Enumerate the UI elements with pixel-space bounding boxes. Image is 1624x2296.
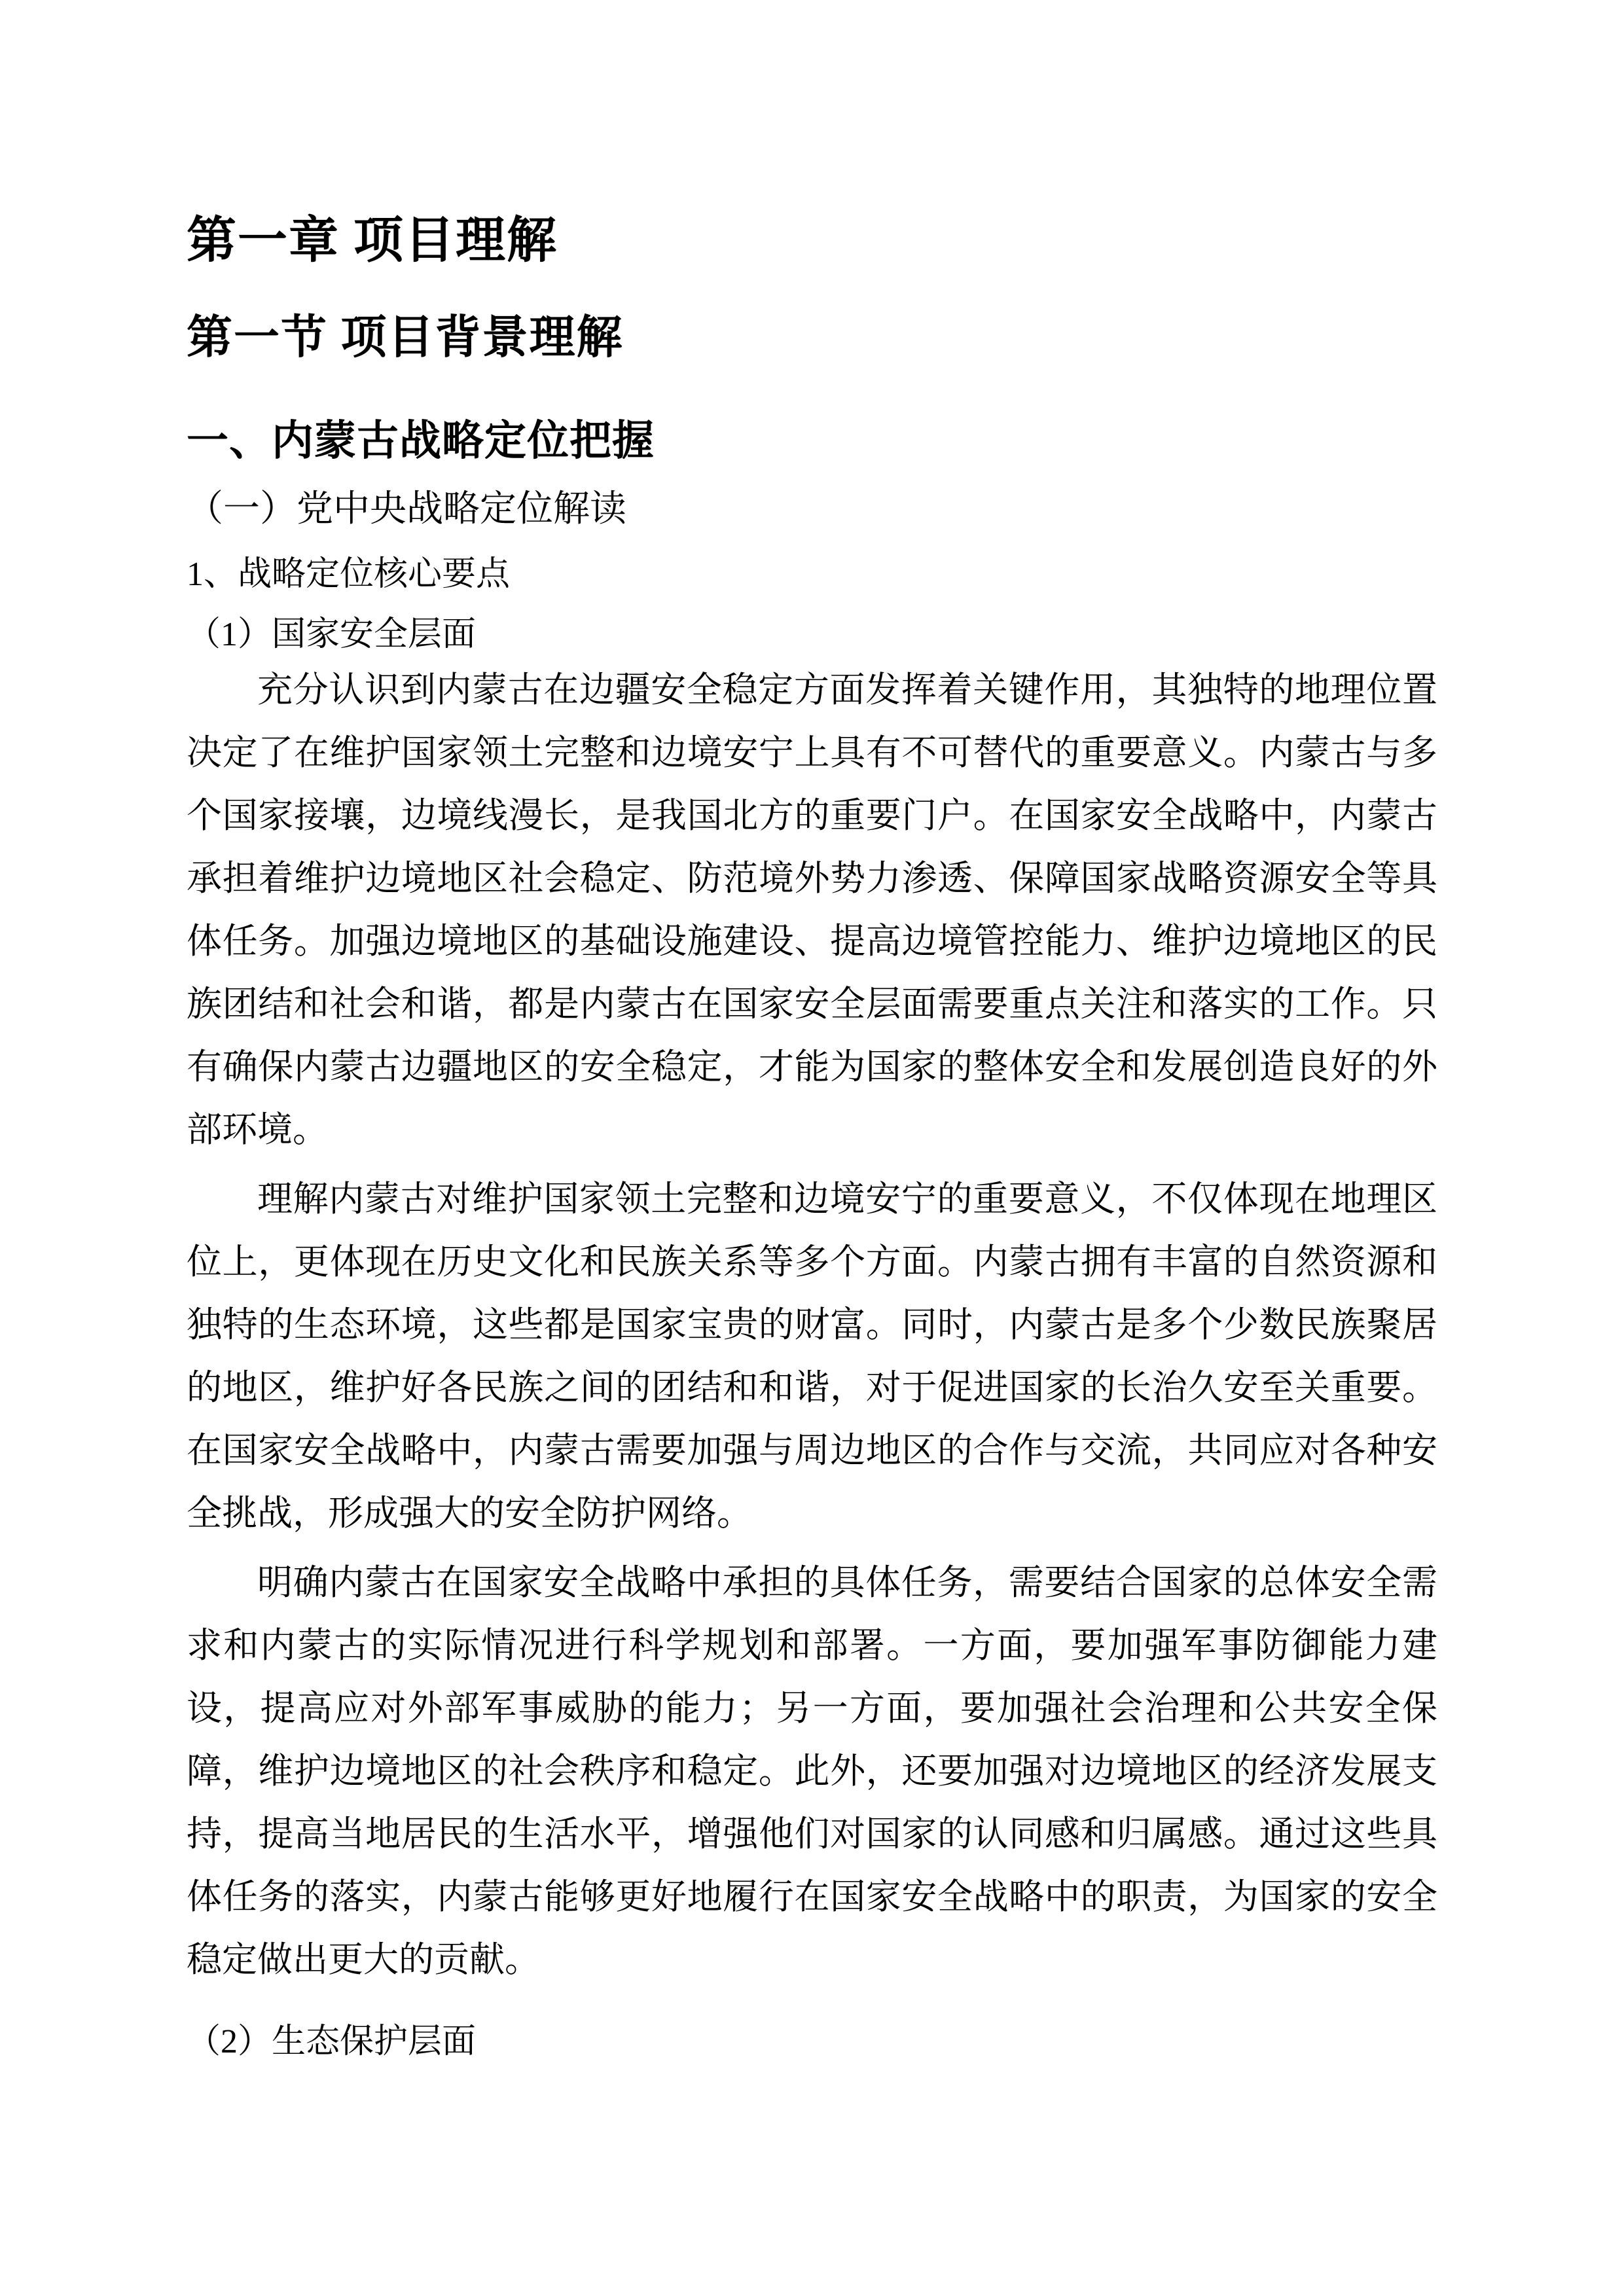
subheading-ecological-protection: （2）生态保护层面 [187, 2023, 477, 2060]
topic-heading: 一、内蒙古战略定位把握 [187, 418, 655, 464]
subheading-national-security: （1）国家安全层面 [187, 616, 477, 653]
body-paragraph-3: 明确内蒙古在国家安全战略中承担的具体任务，需要结合国家的总体安全需求和内蒙古的实际情况进行科学规划和部署。一方面，要加强军事防御能力建设，提高应对外部军事威胁的能力；另一方面，要加强社会治理和公共安全保障，维护边境地区的社会秩序和稳定。此外，还要加强对边境地区的经济发展支持，提高当地居民的生活水平，增强他们对国家的认同感和归属感。通过这些具体任务的落实，内蒙古能够更好地履行在国家安全战略中的职责，为国家的安全稳定做出更大的贡献。 [187, 1563, 1437, 1979]
chapter-heading: 第一章 项目理解 [187, 213, 558, 268]
body-paragraph-2: 理解内蒙古对维护国家领土完整和边境安宁的重要意义，不仅体现在地理区位上，更体现在历史文化和民族关系等多个方面。内蒙古拥有丰富的自然资源和独特的生态环境，这些都是国家宝贵的财富。同时，内蒙古是多个少数民族聚居的地区，维护好各民族之间的团结和和谐，对于促进国家的长治久安至关重要。在国家安全战略中，内蒙古需要加强与周边地区的合作与交流，共同应对各种安全挑战，形成强大的安全防护网络。 [187, 1179, 1437, 1533]
subheading-core-points: 1、战略定位核心要点 [187, 556, 511, 593]
section-heading: 第一节 项目背景理解 [187, 313, 624, 363]
subheading-party-central-interpretation: （一）党中央战略定位解读 [187, 489, 626, 529]
body-paragraph-1: 充分认识到内蒙古在边疆安全稳定方面发挥着关键作用，其独特的地理位置决定了在维护国家领土完整和边境安宁上具有不可替代的重要意义。内蒙古与多个国家接壤，边境线漫长，是我国北方的重要门户。在国家安全战略中，内蒙古承担着维护边境地区社会稳定、防范境外势力渗透、保障国家战略资源安全等具体任务。加强边境地区的基础设施建设、提高边境管控能力、维护边境地区的民族团结和社会和谐，都是内蒙古在国家安全层面需要重点关注和落实的工作。只有确保内蒙古边疆地区的安全稳定，才能为国家的整体安全和发展创造良好的外部环境。 [187, 670, 1437, 1149]
